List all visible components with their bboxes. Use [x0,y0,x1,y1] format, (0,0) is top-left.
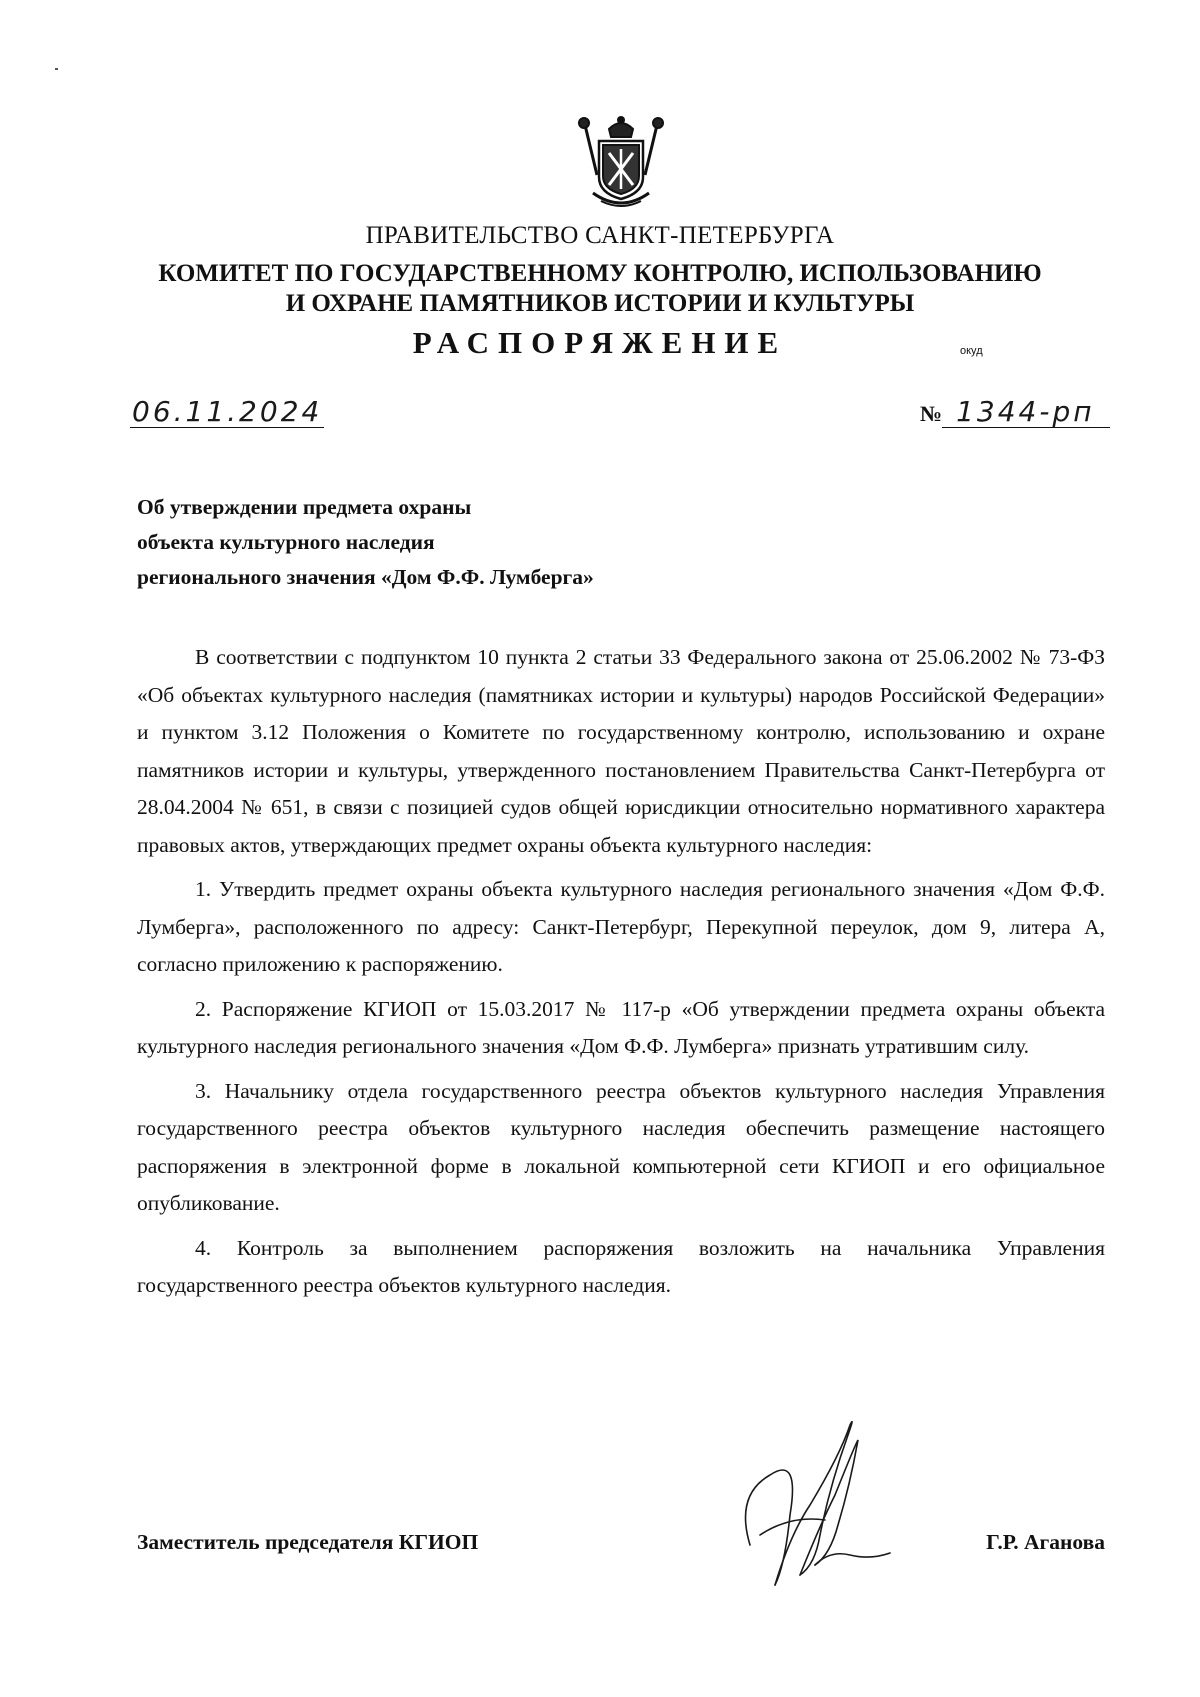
handwritten-signature [730,1415,910,1590]
preamble-paragraph: В соответствии с подпунктом 10 пункта 2 статьи 33 Федерального закона от 25.06.2002 № 73-ФЗ «Об объектах культурного наследия (памятниках истории и культуры) народов Российской Федерации» и пунктом 3.12 Положения о Комитете по государственному контролю, использованию и охране памятников истории и культуры, утвержденного постановлением Правительства Санкт-Петербурга от 28.04.2004 № 651, в связи с позицией судов общей юрисдикции относительно нормативного характера правовых актов, утверждающих предмет охраны объекта культурного наследия: [137,645,1105,857]
committee-name-line-1: КОМИТЕТ ПО ГОСУДАРСТВЕННОМУ КОНТРОЛЮ, ИСПОЛЬЗОВАНИЮ [158,260,1042,287]
signatory-name: Г.Р. Аганова [986,1530,1105,1554]
item-paragraph-1: 1. Утвердить предмет охраны объекта культурного наследия регионального значения «Дом Ф.Ф. Лумберга», расположенного по адресу: Санкт-Петербург, Перекупной переулок, дом 9, литера А, согласно приложению к распоряжению. [137,877,1105,976]
coat-of-arms-icon [575,115,667,215]
subject-line: Об утверждении предмета охраны [137,495,472,519]
item-paragraph-4: 4. Контроль за выполнением распоряжения возложить на начальника Управления государственного реестра объектов культурного наследия. [137,1235,1105,1297]
signatory-position: Заместитель председателя КГИОП [137,1530,479,1554]
document-date: 06.11.2024 [132,395,323,428]
subject-line: объекта культурного наследия [137,530,435,554]
committee-name-line-2: И ОХРАНЕ ПАМЯТНИКОВ ИСТОРИИ И КУЛЬТУРЫ [285,290,915,317]
number-sign: № [920,401,943,426]
document-number-block [920,397,1110,432]
okud-label: окуд [960,345,983,357]
scan-speck [55,68,58,70]
subject-line: регионального значения «Дом Ф.Ф. Лумберга» [137,565,594,589]
document-number: 1344-рп [942,397,1110,428]
item-paragraph-3: 3. Начальнику отдела государственного реестра объектов культурного наследия Управления государственного реестра объектов культурного наследия обеспечить размещение настоящего распоряжения в электронной форме в локальной компьютерной сети КГИОП и его официальное опубликование. [137,1078,1105,1215]
document-subject [137,490,594,595]
government-name: ПРАВИТЕЛЬСТВО САНКТ-ПЕТЕРБУРГА [365,222,835,249]
document-body [137,639,1105,1312]
document-type-title: РАСПОРЯЖЕНИЕ [412,325,788,360]
item-paragraph-2: 2. Распоряжение КГИОП от 15.03.2017 № 117-р «Об утверждении предмета охраны объекта культурного наследия регионального значения «Дом Ф.Ф. Лумберга» признать утратившим силу. [137,996,1105,1058]
